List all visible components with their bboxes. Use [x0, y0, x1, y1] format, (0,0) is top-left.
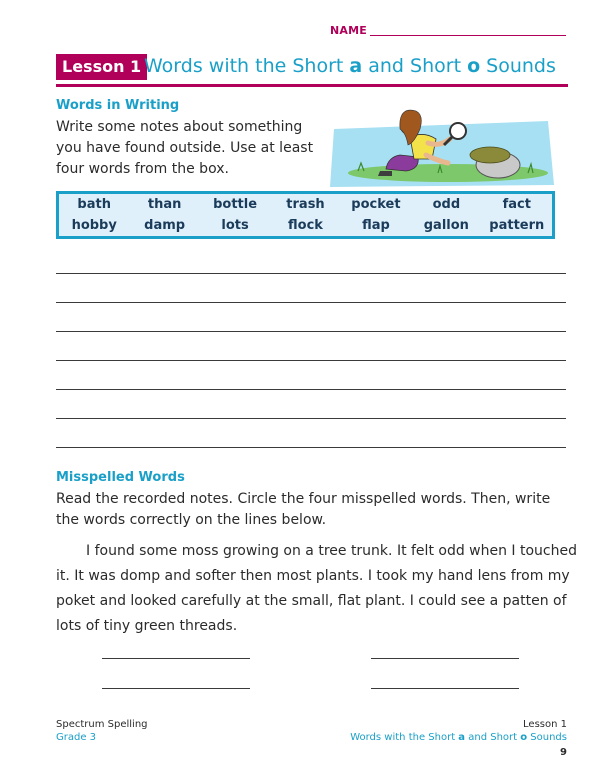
lesson-tag: Lesson 1	[56, 54, 147, 80]
writing-line[interactable]	[56, 447, 566, 448]
footer-letter-o: o	[520, 732, 528, 743]
word-pocket: pocket	[351, 197, 401, 212]
answer-line[interactable]	[371, 658, 519, 659]
footer-title-part1: Words with the Short	[350, 732, 459, 743]
footer-lesson-title	[350, 731, 567, 744]
writing-heading: Words in Writing	[56, 98, 180, 113]
page-number: 9	[560, 747, 567, 758]
word-odd: odd	[432, 197, 461, 212]
passage-line: it. It was domp and softer then most plants. I took my hand lens from my	[56, 568, 570, 584]
writing-line[interactable]	[56, 273, 566, 274]
answer-line[interactable]	[371, 688, 519, 689]
misspelled-instructions: Read the recorded notes. Circle the four misspelled words. Then, write the words correctly on the lines below.	[56, 491, 551, 528]
word-bath: bath	[77, 197, 111, 212]
footer-book-title: Spectrum Spelling	[56, 719, 148, 730]
title-part1: Words with the Short	[144, 55, 350, 77]
footer-title-part2: and Short	[465, 732, 521, 743]
writing-line[interactable]	[56, 360, 566, 361]
title-part2: and Short	[362, 55, 468, 77]
writing-line[interactable]	[56, 389, 566, 390]
title-rule	[56, 84, 568, 87]
lesson-title	[144, 53, 556, 79]
word-box	[56, 191, 555, 239]
passage-line: lots of tiny green threads.	[56, 618, 238, 634]
word-pattern: pattern	[489, 218, 545, 233]
word-gallon: gallon	[423, 218, 469, 233]
footer-letter-a: a	[458, 732, 466, 743]
word-flap: flap	[362, 218, 390, 233]
title-letter-a: a	[349, 55, 363, 77]
name-label: NAME	[330, 24, 367, 37]
passage-line: poket and looked carefully at the small, flat plant. I could see a patten of	[56, 593, 567, 609]
word-bottle: bottle	[213, 197, 258, 212]
word-fact: fact	[502, 197, 531, 212]
writing-line[interactable]	[56, 331, 566, 332]
title-part3: Sounds	[480, 55, 556, 77]
word-damp: damp	[144, 218, 186, 233]
footer-lesson: Lesson 1	[523, 719, 567, 730]
writing-instructions: Write some notes about something you have found outside. Use at least four words from the box.	[56, 119, 314, 177]
word-flock: flock	[288, 218, 323, 233]
word-trash: trash	[286, 197, 325, 212]
name-write-line[interactable]	[370, 35, 566, 36]
misspelled-heading: Misspelled Words	[56, 470, 185, 485]
passage-line: I found some moss growing on a tree trunk. It felt odd when I touched	[86, 543, 578, 559]
writing-line[interactable]	[56, 418, 566, 419]
footer-title-part3: Sounds	[527, 732, 567, 743]
word-hobby: hobby	[71, 218, 117, 233]
answer-line[interactable]	[102, 688, 250, 689]
girl-with-magnifying-glass-illustration	[328, 99, 556, 191]
writing-line[interactable]	[56, 302, 566, 303]
word-than: than	[147, 197, 182, 212]
answer-line[interactable]	[102, 658, 250, 659]
word-lots: lots	[221, 218, 249, 233]
footer-grade: Grade 3	[56, 732, 97, 743]
title-letter-o: o	[467, 55, 481, 77]
